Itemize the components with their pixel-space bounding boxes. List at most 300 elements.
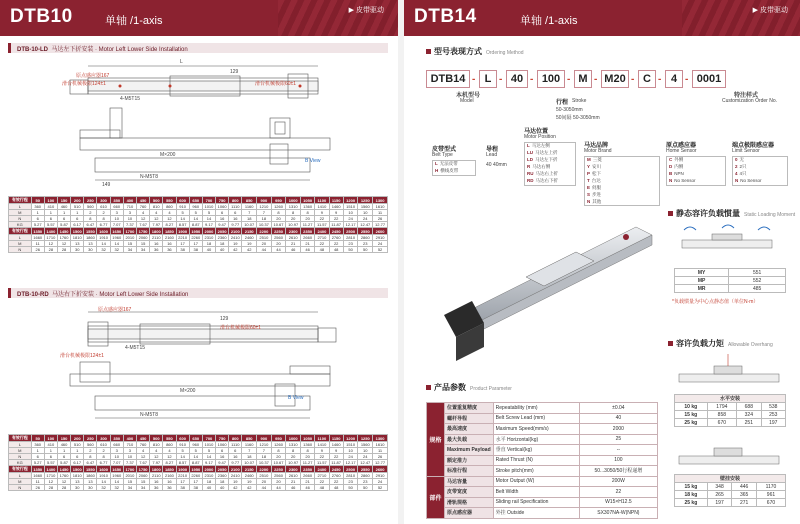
table-cell: 18 <box>202 241 215 247</box>
option-label: NPN <box>674 171 684 176</box>
table-cell: 1100 <box>315 435 329 442</box>
n-m5-label: N-M5T8 <box>140 174 159 180</box>
table-cell: 2150 <box>242 466 257 473</box>
table-cell: 6.47 <box>84 460 97 466</box>
table-cell: 36 <box>150 485 163 491</box>
table-cell: 20 <box>286 216 301 222</box>
table-cell: 52 <box>373 247 388 253</box>
table-cell: 18 <box>216 479 229 485</box>
custom-cn: 特注样式 <box>734 93 759 99</box>
table-cell: 1160 <box>242 442 257 448</box>
position-options <box>524 142 576 186</box>
option-label: 马达左下折 <box>535 157 558 162</box>
table-cell: 300 <box>97 435 110 442</box>
table-cell: 42 <box>229 485 242 491</box>
table-cell: 36 <box>150 247 163 253</box>
table-cell: 12 <box>150 216 163 222</box>
table-cell: 6 <box>71 216 84 222</box>
option-code: 4 <box>735 171 738 176</box>
option-row <box>433 168 475 175</box>
table-cell: 10 kg <box>675 403 708 411</box>
table-cell: 2660 <box>301 235 315 241</box>
table-cell: 1300 <box>373 435 388 442</box>
table-row <box>675 277 786 285</box>
table-cell: 1010 <box>202 442 215 448</box>
table-cell: 2550 <box>358 466 373 473</box>
table-cell: 44 <box>271 485 286 491</box>
table-cell: 1860 <box>84 235 97 241</box>
param-value: ±0.04 <box>579 403 657 414</box>
table-cell: 1110 <box>229 442 242 448</box>
table-cell: 710 <box>123 204 136 210</box>
section-ld-code: DTB-10-LD <box>17 47 48 53</box>
table-cell: 7.97 <box>150 222 163 228</box>
param-value: 22 <box>579 487 657 498</box>
table-cell: 12 <box>137 454 150 460</box>
order-code-part: 40 <box>506 70 528 88</box>
table-cell: 10.97 <box>286 222 301 228</box>
option-label: 伺服 <box>592 185 602 190</box>
table-cell: 2010 <box>123 473 136 479</box>
option-code: L <box>435 161 438 166</box>
table-cell: 700 <box>202 197 215 204</box>
option-code: B <box>669 171 673 176</box>
table-cell: 800 <box>229 435 242 442</box>
param-group-spec: 规格 <box>427 403 445 477</box>
overhang-horizontal-table <box>674 394 786 427</box>
table-cell: 1650 <box>110 466 123 473</box>
option-row <box>433 161 475 168</box>
table-cell: 1600 <box>97 228 110 235</box>
section-ld-bar <box>8 43 388 53</box>
table-cell: 2150 <box>242 228 257 235</box>
rd-dim-m: M×200 <box>180 388 196 394</box>
option-row <box>525 157 575 164</box>
table-cell: 8.57 <box>176 460 189 466</box>
table-cell: 38 <box>189 485 202 491</box>
table-cell: 552 <box>729 277 786 285</box>
left-header <box>0 0 398 36</box>
table-cell: 410 <box>44 204 57 210</box>
limit-en: Limit Sensor <box>732 148 760 154</box>
table-cell: 5 <box>202 448 215 454</box>
table-cell: 5.57 <box>44 460 57 466</box>
param-item-en: Rated Thrust (N) <box>493 455 579 466</box>
table-cell: 2310 <box>202 235 215 241</box>
table-cell: 1750 <box>137 466 150 473</box>
table-cell: 14 <box>189 216 202 222</box>
stroke-cn: 行程 <box>556 100 569 106</box>
table-cell: 324 <box>737 411 761 419</box>
table-cell: 25 kg <box>675 499 708 507</box>
table-cell: 19 <box>229 479 242 485</box>
option-row <box>525 164 575 171</box>
table-cell: 960 <box>189 204 202 210</box>
table-cell: 23 <box>358 241 373 247</box>
table-cell: 16 <box>150 479 163 485</box>
option-code: N <box>669 178 673 183</box>
table-cell: 20 <box>301 216 315 222</box>
table-cell: 11.87 <box>329 460 343 466</box>
table-cell: 265 <box>707 491 732 499</box>
order-code-dash: - <box>530 74 534 85</box>
table-cell: 11 <box>31 479 44 485</box>
table-cell: 1560 <box>358 442 373 448</box>
table-cell: 6 <box>44 454 57 460</box>
table-cell: 22 <box>315 479 329 485</box>
table-cell: 197 <box>707 499 732 507</box>
option-code: H <box>435 168 439 173</box>
table-cell: 850 <box>242 435 257 442</box>
table-cell: 24 <box>358 454 373 460</box>
table-cell: 10.07 <box>242 222 257 228</box>
table-cell: 1900 <box>176 466 189 473</box>
option-row <box>525 143 575 150</box>
table-cell: 2100 <box>229 466 242 473</box>
table-cell: 2510 <box>257 235 272 241</box>
param-group-parts: 部件 <box>427 476 445 518</box>
table-cell: 8.87 <box>189 222 202 228</box>
table-cell: 7.37 <box>123 222 136 228</box>
table-cell: 1410 <box>315 204 329 210</box>
table-cell: 13 <box>84 479 97 485</box>
table-cell: 1760 <box>57 235 70 241</box>
table-cell: 1 <box>71 448 84 454</box>
home-en: Home Sensor <box>666 148 697 154</box>
table-cell: 19 <box>242 241 257 247</box>
table-row <box>675 269 786 277</box>
table-cell: 10 <box>343 448 358 454</box>
table-cell: 12.47 <box>358 222 373 228</box>
table-cell: 21 <box>301 479 315 485</box>
param-row <box>427 424 658 435</box>
param-item: 最大负载 <box>445 434 494 445</box>
brand-en: Motor Brand <box>584 148 612 154</box>
param-item: 螺杆导程 <box>445 413 494 424</box>
overhang-bullet-icon <box>668 341 673 346</box>
table-cell: 30 <box>71 485 84 491</box>
dim-149-label: 149 <box>102 182 111 188</box>
table-cell: 551 <box>729 269 786 277</box>
row-header: M <box>9 210 32 216</box>
table-cell: 2010 <box>123 235 136 241</box>
table-cell: 12 <box>44 241 57 247</box>
table-cell: 6 <box>31 454 44 460</box>
motor-limit-label: 滑台机械极限124±1 <box>62 81 106 87</box>
param-value: SX307NA-W(NPN) <box>579 508 657 519</box>
row-header: N <box>9 247 32 253</box>
table-cell: 52 <box>373 485 388 491</box>
table-cell: 8.87 <box>189 460 202 466</box>
table-cell: 12 <box>150 454 163 460</box>
table-cell: 36 <box>163 247 176 253</box>
table-cell: 17 <box>189 479 202 485</box>
static-table <box>674 268 786 293</box>
table-cell: 410 <box>44 442 57 448</box>
table-cell: 9.47 <box>216 460 229 466</box>
table-cell: 660 <box>110 204 123 210</box>
table-cell: 48 <box>315 247 329 253</box>
table-cell: 360 <box>31 204 44 210</box>
option-row <box>667 178 725 185</box>
table-cell: 2510 <box>257 473 272 479</box>
option-code: Y <box>587 164 591 169</box>
row-header: N <box>9 485 32 491</box>
table-cell: 46 <box>286 247 301 253</box>
table-cell: 5 <box>176 448 189 454</box>
table-cell: 1100 <box>315 197 329 204</box>
table-cell: 2610 <box>286 473 301 479</box>
table-cell: 1960 <box>110 235 123 241</box>
table-cell: 4 <box>163 210 176 216</box>
table-cell: 14 <box>97 241 110 247</box>
option-row <box>733 157 787 164</box>
rd-motor-limit: 滑台机械极限124±1 <box>60 353 104 359</box>
table-cell: 46 <box>301 247 315 253</box>
table-cell: MR <box>675 285 729 293</box>
table-cell: 4 <box>150 210 163 216</box>
table-cell: 20 <box>301 454 315 460</box>
table-cell: 2200 <box>257 466 272 473</box>
table-cell: 14 <box>110 479 123 485</box>
table-cell: 9 <box>315 448 329 454</box>
table-cell: 800 <box>229 197 242 204</box>
table-cell: 2 <box>97 210 110 216</box>
table-cell: 3 <box>123 210 136 216</box>
drawing-rd <box>20 302 360 427</box>
table-cell: 1660 <box>31 473 44 479</box>
table-cell: 1310 <box>286 204 301 210</box>
table-cell: 20 <box>271 241 286 247</box>
table-cell: 19 <box>229 241 242 247</box>
table-cell: 13 <box>71 241 84 247</box>
table-cell: 600 <box>176 435 189 442</box>
table-cell: 50 <box>31 197 44 204</box>
order-code-dash: - <box>631 74 635 85</box>
table-cell: 1710 <box>44 473 57 479</box>
table-cell: 2160 <box>163 235 176 241</box>
option-code: S <box>587 192 591 197</box>
table-cell: 8.57 <box>176 222 189 228</box>
table-cell: 32 <box>110 247 123 253</box>
table-cell: 560 <box>84 204 97 210</box>
table-cell: 10 <box>110 454 123 460</box>
param-value: 100 <box>579 455 657 466</box>
table-cell: 12.17 <box>343 460 358 466</box>
stroke-opt1: 50-3050mm <box>556 107 583 113</box>
belt-en: Belt Type <box>432 152 453 158</box>
table-cell: 2860 <box>358 235 373 241</box>
table-cell: MP <box>675 277 729 285</box>
table-cell: 2210 <box>176 235 189 241</box>
table-cell: 11 <box>373 210 388 216</box>
table-cell: 10 <box>358 448 373 454</box>
table-row <box>9 460 388 466</box>
table-cell: 14 <box>189 454 202 460</box>
table-cell: 1350 <box>31 466 44 473</box>
table-cell: 3 <box>110 448 123 454</box>
table-cell: 2450 <box>329 228 343 235</box>
table-cell: 40 <box>202 485 215 491</box>
table-cell: 5.87 <box>57 222 70 228</box>
option-label: 其他 <box>592 199 602 204</box>
table-cell: 910 <box>176 442 189 448</box>
table-cell: 1200 <box>343 197 358 204</box>
table-cell: 16 <box>150 241 163 247</box>
param-item-en: Repeatability (mm) <box>493 403 579 414</box>
belt-options <box>432 160 476 176</box>
order-code-dash: - <box>658 74 662 85</box>
table-cell: 450 <box>137 435 150 442</box>
table-cell: 12.17 <box>343 222 358 228</box>
option-label: 无 <box>739 157 745 162</box>
table-cell: 610 <box>97 204 110 210</box>
table-cell: 9.17 <box>202 222 215 228</box>
table-cell: 2860 <box>358 473 373 479</box>
table-cell: 14 <box>202 216 215 222</box>
option-code: 2 <box>735 164 738 169</box>
table-cell: 1950 <box>189 228 202 235</box>
table-cell: 12 <box>57 241 70 247</box>
table-cell: 2000 <box>202 228 215 235</box>
table-cell: 1950 <box>189 466 202 473</box>
param-item-en: Motor Output (W) <box>493 476 579 487</box>
table-cell: 550 <box>163 435 176 442</box>
order-code-dash: - <box>567 74 571 85</box>
table-cell: 1360 <box>301 442 315 448</box>
table-cell: 5 <box>189 210 202 216</box>
table-cell: 14 <box>110 241 123 247</box>
table-cell: 13 <box>71 479 84 485</box>
row-header: L <box>9 204 32 210</box>
table-cell: 1460 <box>329 204 343 210</box>
table-cell: 11 <box>373 448 388 454</box>
table-cell: 21 <box>301 241 315 247</box>
option-code: RD <box>527 178 534 183</box>
section-rd-title: 马达右下折安装 · Motor Left Lower Side Installation <box>52 292 189 298</box>
table-cell: 400 <box>123 197 136 204</box>
table-cell: 2350 <box>301 228 315 235</box>
table-cell: 22 <box>329 241 343 247</box>
table-row <box>9 485 388 491</box>
overhang-wall-table <box>674 474 786 507</box>
table-cell: 10.67 <box>271 460 286 466</box>
table-cell: 810 <box>150 204 163 210</box>
table-cell: 22 <box>329 479 343 485</box>
param-row <box>427 403 658 414</box>
table-cell: 8.27 <box>163 222 176 228</box>
table-cell: 22 <box>315 241 329 247</box>
table-cell: 9.47 <box>216 222 229 228</box>
param-value: 40 <box>579 413 657 424</box>
table-cell: 360 <box>31 442 44 448</box>
table-cell: 950 <box>271 197 286 204</box>
table-cell: 2260 <box>189 235 202 241</box>
table-cell: 32 <box>97 485 110 491</box>
table-cell: 7 <box>257 448 272 454</box>
table-cell: 1750 <box>137 228 150 235</box>
param-item: 马达容量 <box>445 476 494 487</box>
table-cell: 1350 <box>31 228 44 235</box>
table-cell: 14 <box>202 454 215 460</box>
table-cell: 1860 <box>84 473 97 479</box>
table-cell: 6.17 <box>71 460 84 466</box>
brand-options <box>584 156 660 206</box>
table-cell: 36 <box>163 485 176 491</box>
row-header: L <box>9 442 32 448</box>
param-table <box>426 402 658 519</box>
option-row <box>525 171 575 178</box>
table-cell: 2250 <box>271 228 286 235</box>
table-cell: 400 <box>123 435 136 442</box>
stroke-en: Stroke <box>572 98 587 104</box>
param-item: Maximum Payload <box>445 445 494 456</box>
table-cell: 16 <box>163 241 176 247</box>
option-row <box>585 157 659 164</box>
table-cell: 1510 <box>343 442 358 448</box>
table-cell: 9 <box>329 210 343 216</box>
param-title: 产品参数 Product Parameter <box>426 382 512 393</box>
table-cell: 10 <box>110 216 123 222</box>
table-cell: 4 <box>137 448 150 454</box>
table-cell: 16 <box>163 479 176 485</box>
left-drive-label: ▶ 皮带驱动 <box>348 7 384 14</box>
rd-b-view: B View <box>288 395 304 401</box>
option-row <box>525 178 575 185</box>
table-cell: 12.77 <box>373 460 388 466</box>
table-cell: 14 <box>176 216 189 222</box>
table-cell: 44 <box>257 485 272 491</box>
option-code: 0 <box>735 157 738 162</box>
table-cell: 20 <box>271 454 286 460</box>
table-cell: 2610 <box>286 235 301 241</box>
param-item: 额定推力 <box>445 455 494 466</box>
table-cell: 10.67 <box>271 222 286 228</box>
table-cell: 1000 <box>286 197 301 204</box>
table-cell: 660 <box>110 442 123 448</box>
table-cell: 11.27 <box>301 460 315 466</box>
table-cell: 17 <box>176 479 189 485</box>
table-cell: 5.87 <box>57 460 70 466</box>
limit-cn: 端点极限感应器 <box>732 143 775 149</box>
option-row <box>733 171 787 178</box>
option-row <box>667 171 725 178</box>
row-header: KG <box>9 222 32 228</box>
table-cell: 20 <box>271 479 286 485</box>
table-cell: 1310 <box>286 442 301 448</box>
table-cell: 10 <box>123 454 136 460</box>
table-cell: 710 <box>123 442 136 448</box>
left-axis-label: 单轴 /1-axis <box>105 15 163 27</box>
table-cell: 6 <box>216 210 229 216</box>
table-cell: 510 <box>71 204 84 210</box>
drawing-rd-svg <box>20 302 360 427</box>
table-row <box>675 403 786 411</box>
table-cell: 16 <box>216 454 229 460</box>
section-rd-code: DTB-10-RD <box>17 292 49 298</box>
table-cell: 7 <box>257 210 272 216</box>
table-cell: 32 <box>97 247 110 253</box>
table-cell: 7.07 <box>110 460 123 466</box>
table-cell: 50 <box>343 247 358 253</box>
table-cell: 20 <box>271 216 286 222</box>
dim-l-label: L <box>180 59 183 65</box>
table-cell: 18 <box>257 216 272 222</box>
table-cell: 1850 <box>163 466 176 473</box>
table-cell: 10 <box>343 210 358 216</box>
option-label: 内侧 <box>674 164 684 169</box>
table-cell: 1210 <box>257 442 272 448</box>
